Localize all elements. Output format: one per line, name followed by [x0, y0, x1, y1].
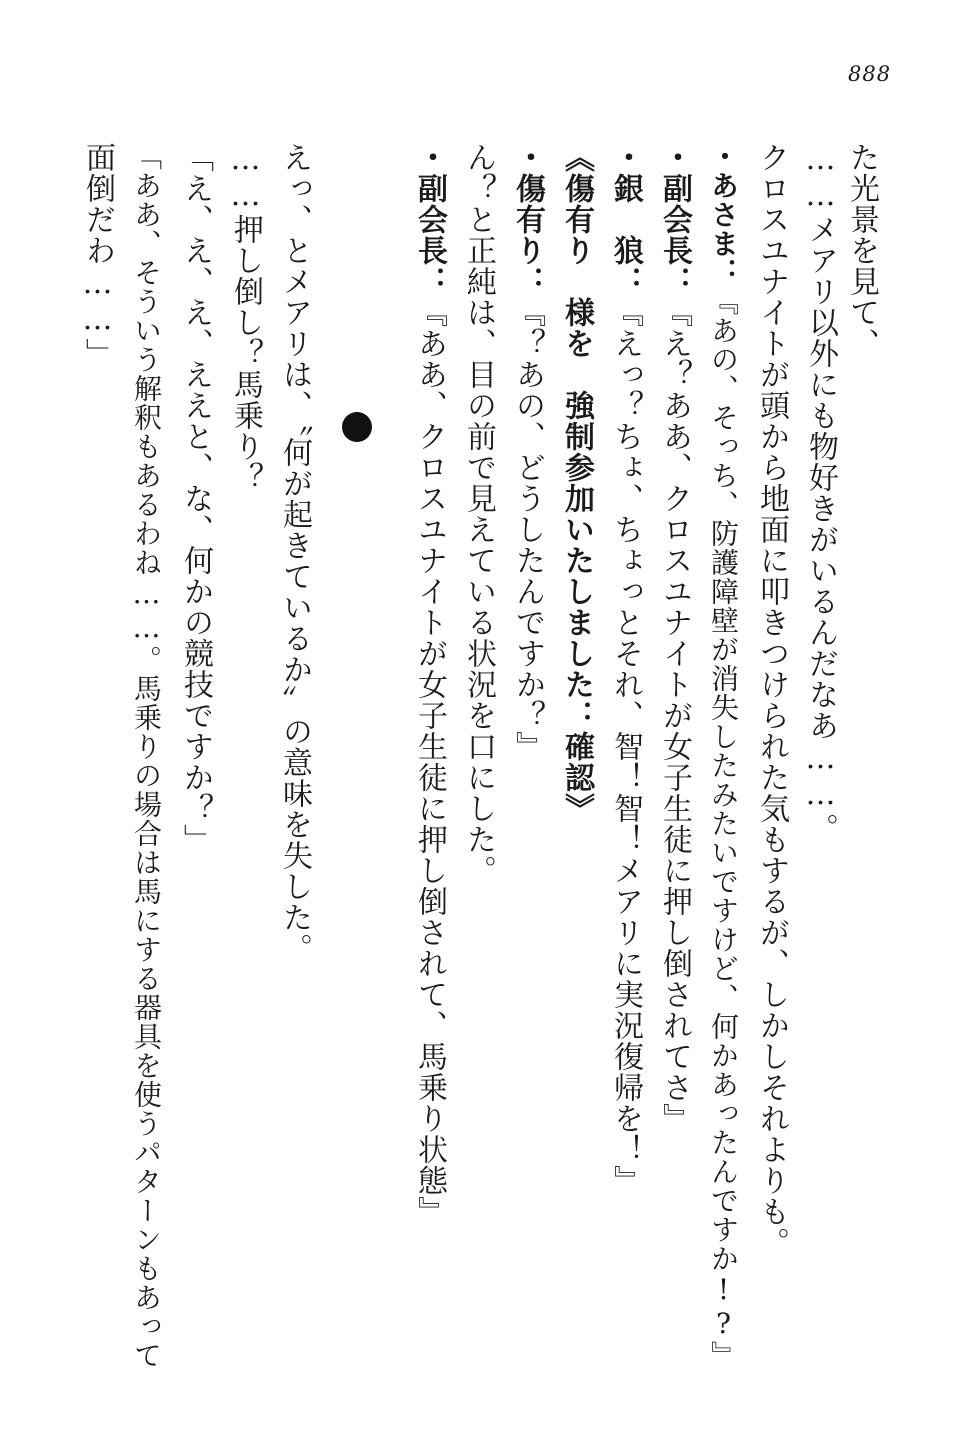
speaker-name: ・副会長： — [657, 142, 692, 297]
text-line: ……メアリ以外にも物好きがいるんだなあ……。 — [803, 142, 838, 844]
dialogue-line — [508, 142, 546, 762]
text-line: ん？と正純は、目の前で見えている状況を口にした。 — [461, 142, 496, 886]
text-line: えっ、とメアリは、〝何が起きているか〟の意味を失した。 — [277, 142, 312, 964]
dialogue-line — [606, 142, 644, 1196]
speaker-name: ・銀 狼： — [608, 142, 643, 297]
dialogue-text: 『えっ？ちょ、ちょっとそれ、智！智！メアリに実況復帰を！』 — [608, 297, 643, 1196]
speaker-name: ・副会長： — [412, 142, 447, 297]
scene-break-dot — [342, 412, 372, 442]
text-line: 「ああ、そういう解釈もあるわね……。馬乗りの場合は馬にする器具を使うパターンもあって — [130, 142, 163, 1370]
page-number: 888 — [848, 62, 892, 86]
text-line: た光景を見て、 — [844, 142, 879, 359]
text-line: クロスユナイトが頭から地面に叩きつけられた気もするが、しかしそれよりも。 — [754, 142, 789, 1258]
speaker-name: ・あさま： — [707, 142, 740, 287]
system-message: 《傷有り 様を 強制参加いたしました：確認》 — [559, 142, 594, 824]
dialogue-line — [704, 142, 742, 1370]
text-line: ……押し倒し？馬乗り？ — [228, 142, 263, 493]
dialogue-line — [655, 142, 693, 1134]
dialogue-text: 『え？ああ、クロスユナイトが女子生徒に押し倒されてさ』 — [657, 297, 692, 1134]
dialogue-text: 『ああ、クロスユナイトが女子生徒に押し倒されて、馬乗り状態』 — [412, 297, 447, 1227]
speaker-name: ・傷有り： — [510, 142, 545, 297]
text-line: 面倒だわ……」 — [80, 142, 115, 369]
text-line: 「え、え、え、ええと、な、何かの競技ですか？」 — [178, 142, 213, 855]
dialogue-line — [410, 142, 448, 1227]
dialogue-text: 『あの、そっち、防護障壁が消失したみたいですけど、何かあったんですか!?』 — [707, 287, 740, 1370]
dialogue-text: 『？あの、どうしたんですか？』 — [510, 297, 545, 762]
